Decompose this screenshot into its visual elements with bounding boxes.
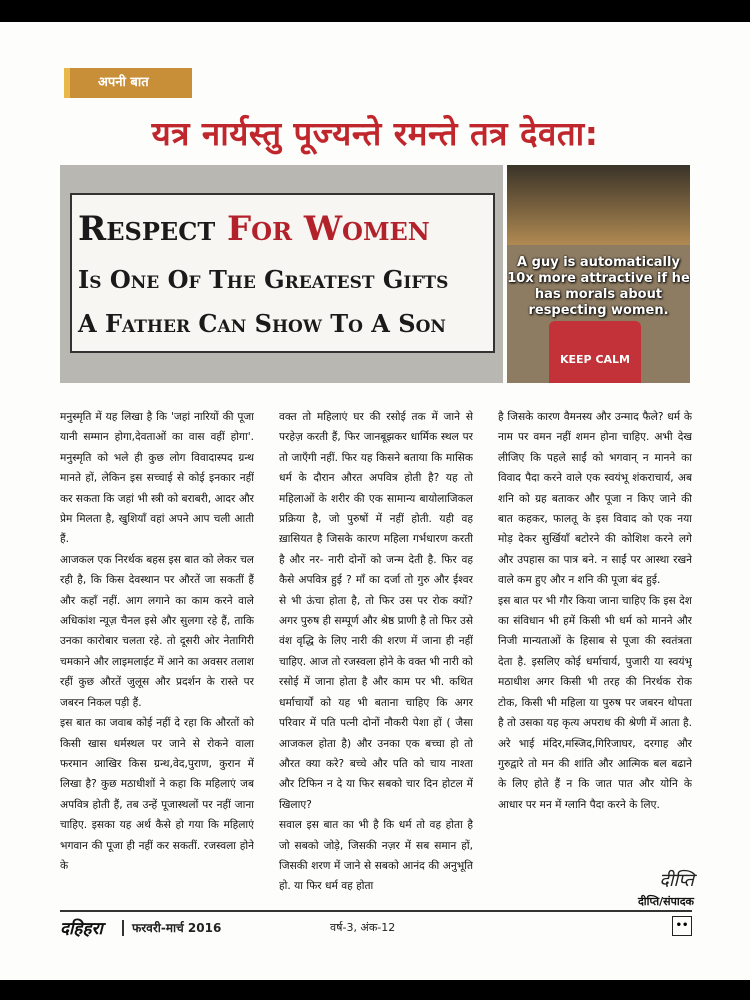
- issue-number: वर्ष-3, अंक-12: [330, 921, 396, 934]
- article-column-3: [498, 407, 692, 917]
- section-tag: अपनी बात: [64, 68, 192, 98]
- sign-board: [70, 193, 495, 353]
- article-column-2: [279, 407, 473, 917]
- mug-text: KEEP CALM: [560, 353, 630, 366]
- page-title: यत्र नार्यस्तु पूज्यन्ते रमन्ते तत्र देवता:: [151, 114, 599, 153]
- magazine-logo: दहिहरा: [60, 919, 103, 939]
- sign-line-2: Is One Of The Greatest Gifts: [78, 265, 449, 294]
- paragraph: है जिसके कारण वैमनस्य और उन्माद फैले? धर्म के नाम पर वमन नहीं शमन होना चाहिए. अभी देख लीजिए कि पहले साईं को भगवान् न मानने का विवाद पैदा करने वाले एक स्वयंभू शंकराचार्य, अब शनि को ग्रह बताकर और पूजा न किए जाने की बात कहकर, फालतू के इस विवाद को एक नया मोड़ देकर सुर्खियाँ बटोरने की कोशिश करने लगे और उपहास का पात्र बने. न साईं पर आस्था रखने वाले कम हुए और न शनि की पूजा बंद हुई.: [498, 411, 692, 587]
- page-footer: [60, 912, 692, 946]
- paragraph: वक्त तो महिलाएं घर की रसोई तक में जाने से परहेज़ करती हैं, फिर जानबूझकर धार्मिक स्थल पर तो जाएँगी नहीं. फिर यह किसने बताया कि मासिक धर्म के दौरान औरत अपवित्र होती है? यह तो महिलाओं के शरीर की एक सामान्य बायोलाजिकल प्रक्रिया है, जो पुरुषों में नहीं होती. यही वह ख़ासियत है जिसके कारण महिला गर्भधारण करती है और नर- नारी दोनों को जन्म देती है. फिर वह कैसे अपवित्र हुई ? माँ का दर्जा तो गुरु और ईश्वर से भी ऊंचा होता है, तो फिर उस पर रोक क्यों? अगर पुरुष ही सम्पूर्ण और श्रेष्ठ प्राणी है तो फिर उसे वंश वृद्धि के लिए नारी की शरण में जाना ही नहीं चाहिए. आज तो रजस्वला होने के वक्त भी नारी को रसोई में जाना होता है और काम पर भी. कथित धर्माचार्यों को यह भी बताना चाहिए कि अगर परिवार में पति पत्नी दोनों नौकरी पेशा हों ( जैसा आजकल होता है) और उनका एक बच्चा हो तो औरत क्या करे? बच्चे और पति को चाय नाश्ता और टिफिन न दे या फिर सबको चार दिन होटल में खिलाए?: [279, 411, 473, 811]
- sign-line-3: A Father Can Show To A Son: [78, 309, 446, 338]
- page-number: ••: [672, 916, 692, 936]
- sign-word-respect: Respect: [78, 209, 216, 249]
- mug-image: [549, 321, 641, 383]
- editor-name: दीप्ति/संपादक: [637, 895, 694, 908]
- paragraph: मनुस्मृति में यह लिखा है कि 'जहां नारियों की पूजा यानी सम्मान होगा,देवताओं का वास वहीं होगा'. मनुस्मृति को भले ही कुछ लोग विवादास्पद ग्रन्थ मानते हों, लेकिन इस सच्चाई से कोई इनकार नहीं कर सकता कि जहां भी स्त्री को बराबरी, आदर और प्रेम मिलता है, खुशियाँ वहां अपने आप चली आती हैं.: [60, 411, 254, 546]
- sign-line-1: [78, 209, 430, 249]
- paragraph: आजकल एक निरर्थक बहस इस बात को लेकर चल रही है, कि किस देवस्थान पर औरतें जा सकतीं हैं और कहाँ नहीं. आग लगाने का काम करने वाले अधिकांश न्यूज़ चैनल इसे और सुलगा रहे हैं, ताकि उनका कारोबार चलता रहे. तो दूसरी ओर नेतागिरी चमकाने और लाइमलाईट में आने का अवसर तलाश रहीं कुछ औरतें जुलूस और प्रदर्शन के रास्ते पर जबरन निकल पड़ी हैं.: [60, 553, 254, 709]
- signature-scribble: दीप्ति: [659, 870, 694, 891]
- article-column-1: [60, 407, 254, 917]
- photo-caption: A guy is automatically 10x more attractive if he has morals about respecting women.: [507, 255, 690, 318]
- respect-sign-photo: [60, 165, 503, 383]
- paragraph: इस बात पर भी गौर किया जाना चाहिए कि इस देश का संविधान भी हमें किसी भी धर्म को मानने और निजी मान्यताओं के हिसाब से पूजा की स्वतंत्रता देता है. इसलिए कोई धर्माचार्य, पुजारी या स्वयंभू मठाधीश अगर किसी भी तरह की निरर्थक रोक टोक, किसी भी महिला या पुरुष पर जबरन थोपता है तो उसका यह कृत्य अपराध की श्रेणी में आता है. अरे भाई मंदिर,मस्जिद,गिरिजाघर, दरगाह और गुरुद्वारे तो मन की शांति और आत्मिक बल बढाने के लिए होते हैं न कि जात पात और योनि के आधार पर मन में ग्लानि पैदा करने के लिए.: [498, 594, 692, 811]
- editor-signature: [598, 868, 694, 909]
- magazine-page: [0, 22, 750, 980]
- footer-separator: [122, 920, 124, 936]
- photo-background: [507, 165, 690, 245]
- issue-date: फरवरी-मार्च 2016: [132, 921, 222, 935]
- paragraph: सवाल इस बात का भी है कि धर्म तो वह होता है जो सबको जोड़े, जिसकी नज़र में सब समान हों, जिसकी शरण में जाने से सबको आनंद की अनुभूति हो. या फिर धर्म वह होता: [279, 819, 473, 893]
- article-body: [60, 407, 692, 917]
- sign-word-for-women: For Women: [227, 209, 430, 249]
- paragraph: इस बात का जवाब कोई नहीं दे रहा कि औरतों को किसी खास धर्मस्थल पर जाने से रोकने वाला फरमान आखिर किस ग्रन्थ,वेद,पुराण, कुरान में लिखा है? कुछ मठाधीशों ने कहा कि महिलाएं जब अपवित्र होती हैं, तब उन्हें पूजास्थलों पर नहीं जाना चाहिए. इसका यह अर्थ कैसे हो गया कि महिलाएं भगवान की पूजा ही नहीं कर सकतीं. रजस्वला होने के: [60, 717, 254, 872]
- quote-photo: [507, 165, 690, 383]
